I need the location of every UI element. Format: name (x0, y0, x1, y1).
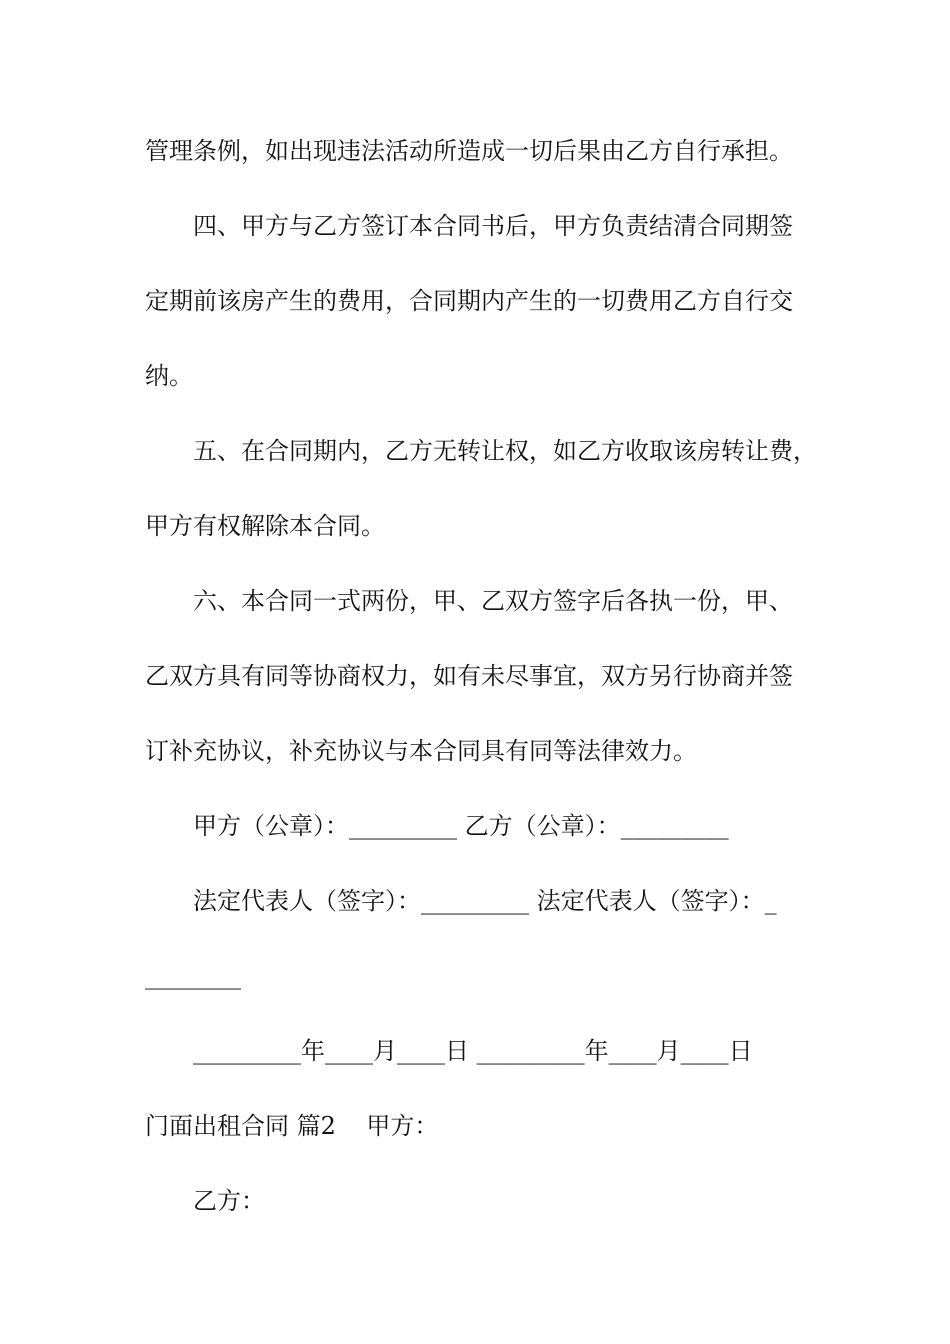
paragraph-line: 管理条例，如出现违法活动所造成一切后果由乙方自行承担。 (145, 137, 793, 165)
paragraph-line: 甲方有权解除本合同。 (145, 512, 385, 540)
date-line: _________年____月____日 _________年____月____日 (193, 1037, 753, 1065)
paragraph-line: 五、在合同期内，乙方无转让权，如乙方收取该房转让费， (193, 437, 817, 465)
representative-signature-line: 法定代表人（签字）：_________ 法定代表人（签字）：_ (193, 887, 777, 915)
paragraph-line: 定期前该房产生的费用，合同期内产生的一切费用乙方自行交 (145, 287, 793, 315)
party-b-line: 乙方： (193, 1187, 265, 1215)
seal-signature-line: 甲方（公章）：_________ 乙方（公章）：_________ (193, 812, 729, 840)
signature-continuation-line: ________ (145, 962, 241, 990)
paragraph-line: 订补充协议，补充协议与本合同具有同等法律效力。 (145, 737, 697, 765)
paragraph-line: 纳。 (145, 362, 193, 390)
paragraph-line: 乙双方具有同等协商权力，如有未尽事宜，双方另行协商并签 (145, 662, 793, 690)
paragraph-line: 六、本合同一式两份，甲、乙双方签字后各执一份，甲、 (193, 587, 793, 615)
section-heading-line: 门面出租合同 篇2 甲方： (145, 1112, 439, 1140)
paragraph-line: 四、甲方与乙方签订本合同书后，甲方负责结清合同期签 (193, 212, 793, 240)
